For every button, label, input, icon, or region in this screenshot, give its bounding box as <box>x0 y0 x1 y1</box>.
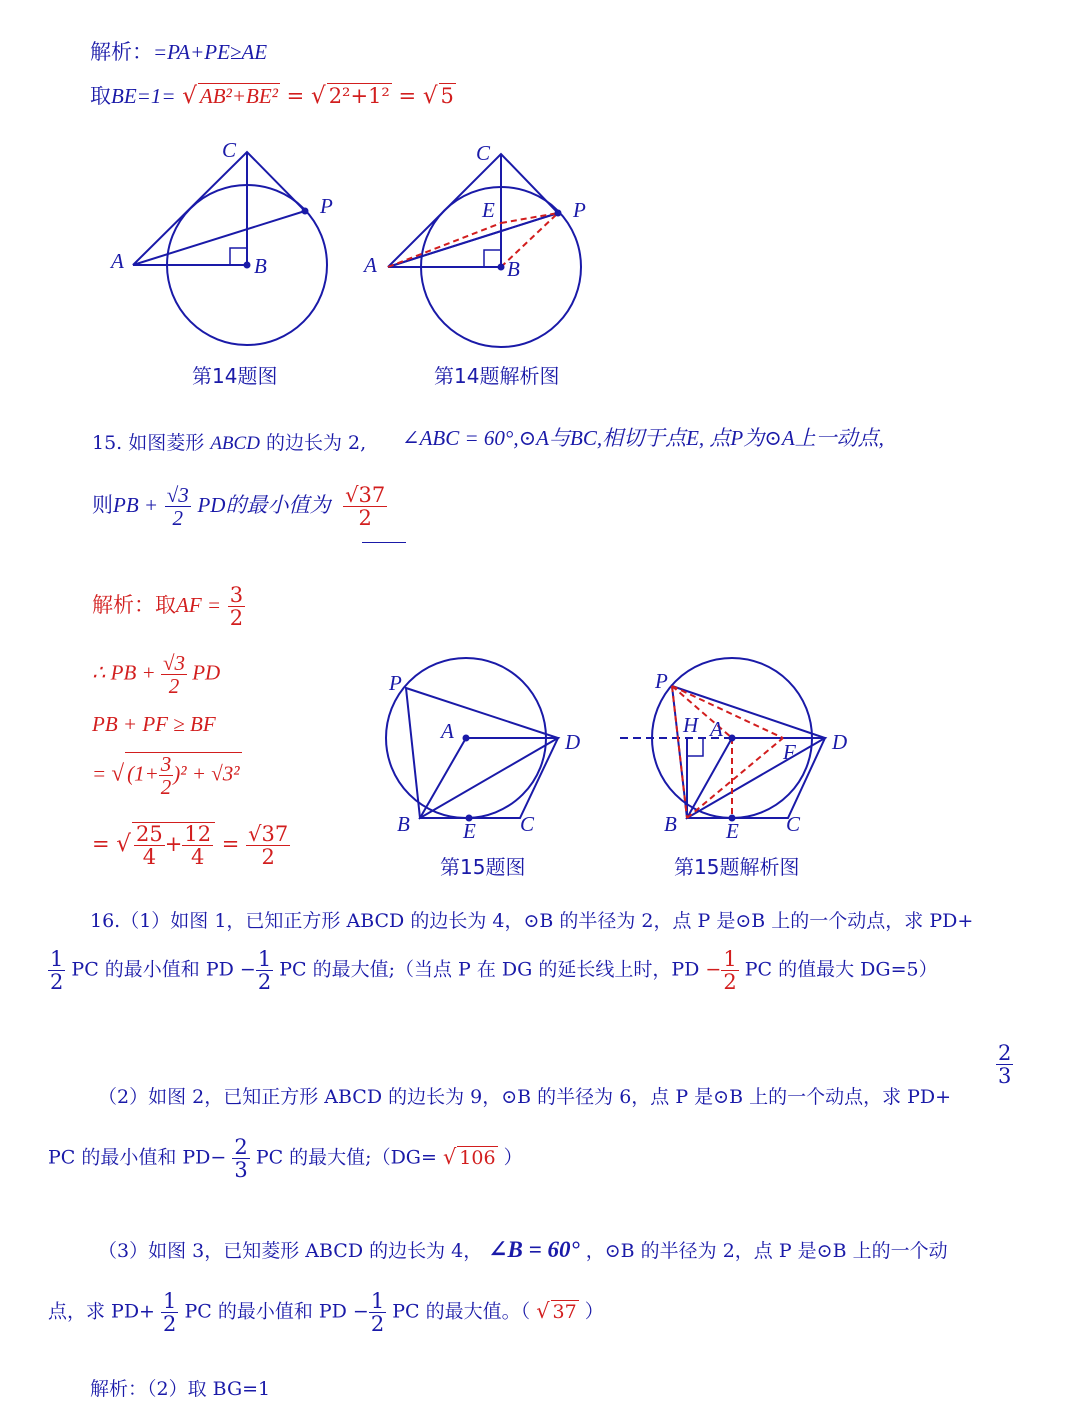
dashed-bf <box>687 738 783 818</box>
sol15-line-4: = √ (1+ $\frac{3}{2}$ )² + √3² <box>92 752 240 800</box>
q16-p3-num2: 1 <box>370 1289 385 1313</box>
q15-pd: PD的最小值为 <box>197 493 331 518</box>
caption-fig15-analysis: 第15题解析图 <box>674 855 800 879</box>
right-angle-mark <box>687 738 703 756</box>
q16-part3-line2: 点，求 PD+ $\frac{1}{2}$ PC 的最小值和 PD − $\frac{1}{2}$ PC 的最大值。（ √ 37 ） <box>48 1289 604 1337</box>
triangle-acp <box>133 152 305 265</box>
label-h: H <box>683 713 699 737</box>
q15-line-2 <box>92 484 387 529</box>
figure-14-analysis <box>355 135 605 350</box>
sol15-line-5: = √ $\frac{25}{4}$ + $\frac{12}{4}$ = $\frac{√37}{2}$ <box>92 822 289 870</box>
label-e: E <box>463 819 476 843</box>
q16-p2-text-a: PC 的最小值和 PD− <box>48 1146 227 1169</box>
q16-p3-text-a: （3）如图 3，已知菱形 ABCD 的边长为 4， <box>98 1240 483 1262</box>
label-e: E <box>482 198 495 222</box>
q16-p1-minus2: − <box>705 958 722 981</box>
q15-line-1 <box>92 428 366 455</box>
label-a: A <box>710 717 723 741</box>
q15-pb: PB + <box>113 493 159 518</box>
q16-p1-den2: 2 <box>257 970 272 995</box>
q16-p2b-den: 3 <box>234 1158 248 1183</box>
q16-p1-text-c: PC 的值最大 DG=5） <box>744 958 938 981</box>
q16-p3-text-e: PC 的最大值。（ <box>392 1300 531 1323</box>
sol15-l4-eq: = <box>92 761 107 786</box>
label-a: A <box>111 249 124 273</box>
dashed-pa <box>672 686 732 738</box>
triangle-pdb <box>406 688 558 818</box>
q16-p2-num: 2 <box>998 1041 1012 1065</box>
label-d: D <box>832 730 848 754</box>
label-p: P <box>320 194 333 218</box>
analysis-line-2: 取BE=1= √ AB²+BE² = √ 2²+1² = √ 5 <box>90 83 454 109</box>
segment-ap <box>388 213 558 267</box>
equals-1: = <box>286 84 305 108</box>
label-c: C <box>476 141 491 165</box>
label-c: C <box>786 812 801 836</box>
sol15-line-3: PB + PF ≥ BF <box>92 712 216 736</box>
label-f: F <box>783 740 796 764</box>
label-d: D <box>565 730 581 754</box>
q16-p1-num3: 1 <box>723 947 737 971</box>
q16-p3-den2: 2 <box>370 1312 385 1337</box>
right-angle-mark <box>484 250 501 267</box>
q15-then: 则 <box>92 493 113 518</box>
q16-p3-den: 2 <box>163 1312 177 1337</box>
q16-p1-num2: 1 <box>257 947 272 971</box>
q16-p3-num: 1 <box>163 1289 177 1313</box>
answer-underline <box>362 542 406 543</box>
sol15-l5-d1: 4 <box>142 845 157 870</box>
point-a <box>463 735 470 742</box>
caption-fig15: 第15题图 <box>440 855 526 879</box>
point-b <box>244 262 251 269</box>
sol15-therefore: ∴ PB + <box>92 660 156 685</box>
sol15-l4-a: (1+ <box>127 761 159 786</box>
sol15-line-1 <box>92 584 245 629</box>
q16-p3-text-b: ，⊙B 的半径为 2，点 P 是⊙B 上的一个动 <box>585 1240 948 1262</box>
q16-p1-den: 2 <box>50 970 64 995</box>
take-label: 取 <box>90 84 111 108</box>
figure-14 <box>100 135 350 350</box>
q15-abcd: ABCD <box>210 433 260 454</box>
point-p <box>555 210 562 217</box>
q16-p1-minus: − <box>239 958 256 981</box>
q16-p2-frac <box>996 1042 1013 1087</box>
sol15-l5-result-num: √37 <box>248 822 289 846</box>
q16-p1-text-b: PC 的最大值;（当点 P 在 DG 的延长线上时，PD <box>279 958 700 981</box>
equals-2: = <box>398 84 417 108</box>
sol15-l2-den: 2 <box>168 674 180 699</box>
sol15-l4-b: )² + √3² <box>173 761 240 786</box>
sol15-af: AF = <box>176 593 222 618</box>
label-p: P <box>655 669 668 693</box>
q16-part2-line1: （2）如图 2，已知正方形 ABCD 的边长为 9，⊙B 的半径为 6，点 P 是⊙B 上的一个动点，求 PD+ <box>98 1086 952 1108</box>
q16-p2-answer: 106 <box>459 1146 496 1169</box>
figure-15 <box>375 650 595 850</box>
q16-p2-close: ） <box>503 1146 523 1169</box>
sqrt-expr-1: AB²+BE² <box>199 84 278 108</box>
sol15-l5-n2: 12 <box>184 822 212 846</box>
sol15-l5-eq2: = <box>221 832 240 857</box>
q16-p3-answer: 37 <box>552 1300 577 1323</box>
sol15-l2-num: √3 <box>162 651 185 675</box>
sol15-l5-d2: 4 <box>191 845 205 870</box>
q16-p2-text-b: PC 的最大值;（DG= <box>255 1146 437 1169</box>
q16-analysis-line: 解析：（2）取 BG=1 <box>90 1378 271 1400</box>
q16-p2b-num: 2 <box>234 1135 248 1159</box>
q16-p2-den: 3 <box>998 1064 1012 1089</box>
sol15-label: 解析：取 <box>92 593 176 618</box>
q15-number: 15. <box>92 432 123 454</box>
label-b: B <box>507 257 520 281</box>
figure-15-analysis <box>615 650 860 850</box>
q16-part1-line2 <box>48 948 938 993</box>
sol15-l2-pd: PD <box>192 660 221 685</box>
label-b: B <box>254 254 267 278</box>
label-p: P <box>389 671 402 695</box>
analysis-expr: =PA+PE≥AE <box>153 40 268 64</box>
q16-part1-line1: 16.（1）如图 1，已知正方形 ABCD 的边长为 4，⊙B 的半径为 2，点 P 是⊙B 上的一个动点，求 PD+ <box>90 910 974 932</box>
q15-text-2: 的边长为 2, <box>265 432 367 454</box>
label-b: B <box>397 812 410 836</box>
sol15-l5-plus: + <box>164 832 183 857</box>
sol15-l5-n1: 25 <box>136 822 163 846</box>
q16-p3-text-d: PC 的最小值和 PD <box>184 1300 347 1323</box>
point-p <box>302 208 309 215</box>
caption-fig14: 第14题图 <box>192 364 278 388</box>
sol15-l5-result-den: 2 <box>261 845 275 870</box>
sol15-l4-num: 3 <box>160 752 172 776</box>
label-a: A <box>364 253 377 277</box>
q15-answer-den: 2 <box>358 506 372 531</box>
q15-answer-num: √37 <box>345 483 386 507</box>
right-angle-mark <box>230 248 247 265</box>
label-c: C <box>520 812 535 836</box>
analysis-label: 解析： <box>90 40 153 64</box>
label-a: A <box>441 719 454 743</box>
q15-angle-text: ∠ABC = 60°,⊙A与BC,相切于点E, 点P为⊙A上一动点, <box>402 426 884 450</box>
q15-text-1: 如图菱形 <box>128 432 205 454</box>
analysis-line-1 <box>90 36 267 66</box>
q16-p3-angle: ∠B = 60° <box>488 1237 580 1262</box>
point-b <box>498 264 505 271</box>
triangle-acp <box>388 154 558 267</box>
label-p: P <box>573 198 586 222</box>
sqrt-expr-2: 2²+1² <box>328 84 390 108</box>
caption-fig14-analysis: 第14题解析图 <box>434 364 560 388</box>
q16-p3-minus: − <box>352 1300 369 1323</box>
sol15-af-num: 3 <box>229 583 244 607</box>
q16-p1-den3: 2 <box>723 970 737 995</box>
q16-part3-line1 <box>98 1236 948 1263</box>
label-e: E <box>726 819 739 843</box>
label-b: B <box>664 812 677 836</box>
sqrt-result: 5 <box>440 84 454 108</box>
label-c: C <box>222 138 237 162</box>
q16-p1-num: 1 <box>50 947 64 971</box>
q16-p1-text-a: PC 的最小值和 PD <box>71 958 234 981</box>
q16-p3-text-c: 点，求 PD+ <box>48 1300 155 1323</box>
point-a <box>729 735 736 742</box>
q16-part2-line2: PC 的最小值和 PD− $\frac{2}{3}$ PC 的最大值;（DG= √ 106 ） <box>48 1135 523 1183</box>
q16-p3-close: ） <box>584 1300 604 1323</box>
q15-frac-num: √3 <box>166 483 189 507</box>
sol15-af-den: 2 <box>229 606 244 631</box>
sol15-l4-den: 2 <box>160 775 172 800</box>
sol15-line-2 <box>92 652 220 697</box>
be-value: BE=1= <box>111 84 176 108</box>
sol15-l5-eq: = <box>92 832 110 857</box>
q15-frac-den: 2 <box>172 506 184 531</box>
